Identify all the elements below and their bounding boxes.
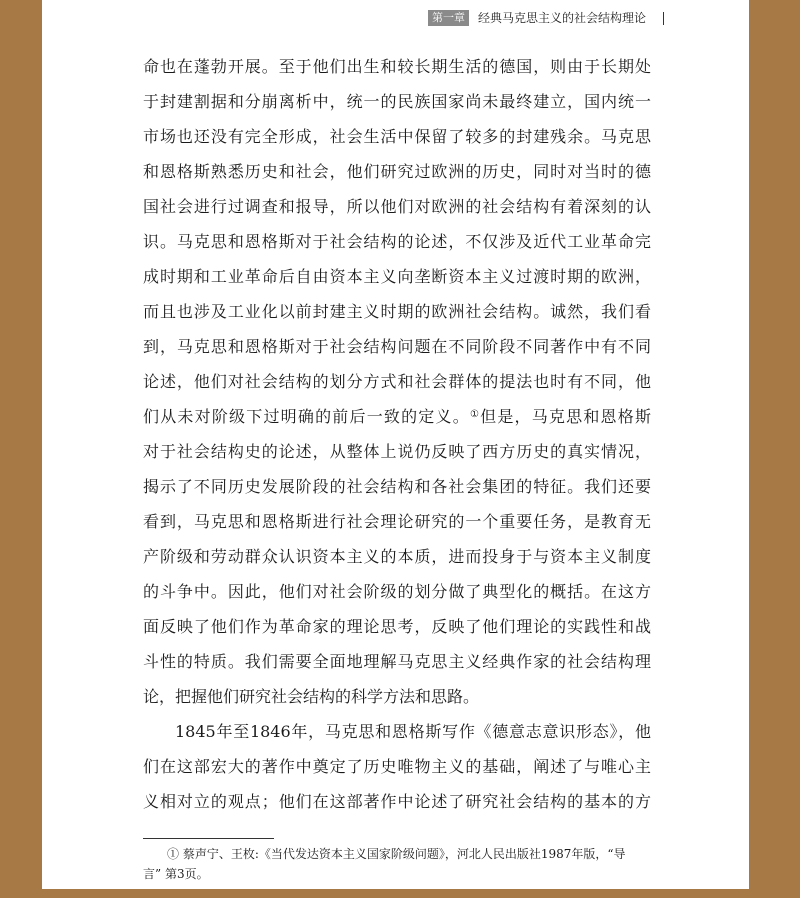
text-segment: 们从未对阶级下过明确的前后一致的定义。: [143, 407, 470, 426]
document-page: [42, 0, 749, 889]
paragraph-start-line: 1845年至1846年，马克思和恩格斯写作《德意志意识形态》，他: [175, 722, 651, 741]
chapter-title: 经典马克思主义的社会结构理论: [478, 11, 647, 25]
chapter-badge: 第一章: [428, 10, 469, 26]
text-line: 国社会进行过调查和报导，所以他们对欧洲的社会结构有着深刻的认: [143, 197, 651, 216]
text-line: 到，马克思和恩格斯对于社会结构问题在不同阶段不同著作中有不同: [143, 337, 651, 356]
text-line: 斗性的特质。我们需要全面地理解马克思主义经典作家的社会结构理: [143, 652, 651, 671]
footnote-line: 言” 第3页。: [143, 867, 209, 881]
text-line: 揭示了不同历史发展阶段的社会结构和各社会集团的特征。我们还要: [143, 477, 651, 496]
text-line: 于封建割据和分崩离析中，统一的民族国家尚未最终建立，国内统一: [143, 92, 651, 111]
text-line-with-footnote-ref: [143, 399, 651, 434]
text-line: 市场也还没有完全形成，社会生活中保留了较多的封建残余。马克思: [143, 127, 651, 146]
text-segment: 但是，马克思和恩格斯: [480, 407, 651, 426]
text-line: 而且也涉及工业化以前封建主义时期的欧洲社会结构。诚然，我们看: [143, 302, 651, 321]
text-line: 看到，马克思和恩格斯进行社会理论研究的一个重要任务，是教育无: [143, 512, 651, 531]
text-line: 的斗争中。因此，他们对社会阶级的划分做了典型化的概括。在这方: [143, 582, 651, 601]
running-header: [42, 9, 749, 29]
footnote-line: ① 蔡声宁、王枚:《当代发达资本主义国家阶级问题》，河北人民出版社1987年版，“导: [167, 847, 626, 861]
body-text: [143, 49, 651, 819]
text-line: 义相对立的观点；他们在这部著作中论述了研究社会结构的基本的方: [143, 792, 651, 811]
text-line: 论述，他们对社会结构的划分方式和社会群体的提法也时有不同，他: [143, 372, 651, 391]
footnote-divider: [143, 838, 274, 839]
footnote: [143, 844, 651, 884]
text-line: 和恩格斯熟悉历史和社会，他们研究过欧洲的历史，同时对当时的德: [143, 162, 651, 181]
text-line: 产阶级和劳动群众认识资本主义的本质，进而投身于与资本主义制度: [143, 547, 651, 566]
text-line: 对于社会结构史的论述，从整体上说仍反映了西方历史的真实情况，: [143, 442, 651, 461]
text-line: 成时期和工业革命后自由资本主义向垄断资本主义过渡时期的欧洲，: [143, 267, 651, 286]
text-line: 命也在蓬勃开展。至于他们出生和较长期生活的德国，则由于长期处: [143, 57, 651, 76]
text-line: 面反映了他们作为革命家的理论思考，反映了他们理论的实践性和战: [143, 617, 651, 636]
text-line: 识。马克思和恩格斯对于社会结构的论述，不仅涉及近代工业革命完: [143, 232, 651, 251]
header-divider: [663, 12, 664, 25]
paragraph-end-line: 论，把握他们研究社会结构的科学方法和思路。: [143, 687, 480, 706]
footnote-reference[interactable]: ①: [469, 409, 481, 420]
text-line: 们在这部宏大的著作中奠定了历史唯物主义的基础，阐述了与唯心主: [143, 757, 651, 776]
